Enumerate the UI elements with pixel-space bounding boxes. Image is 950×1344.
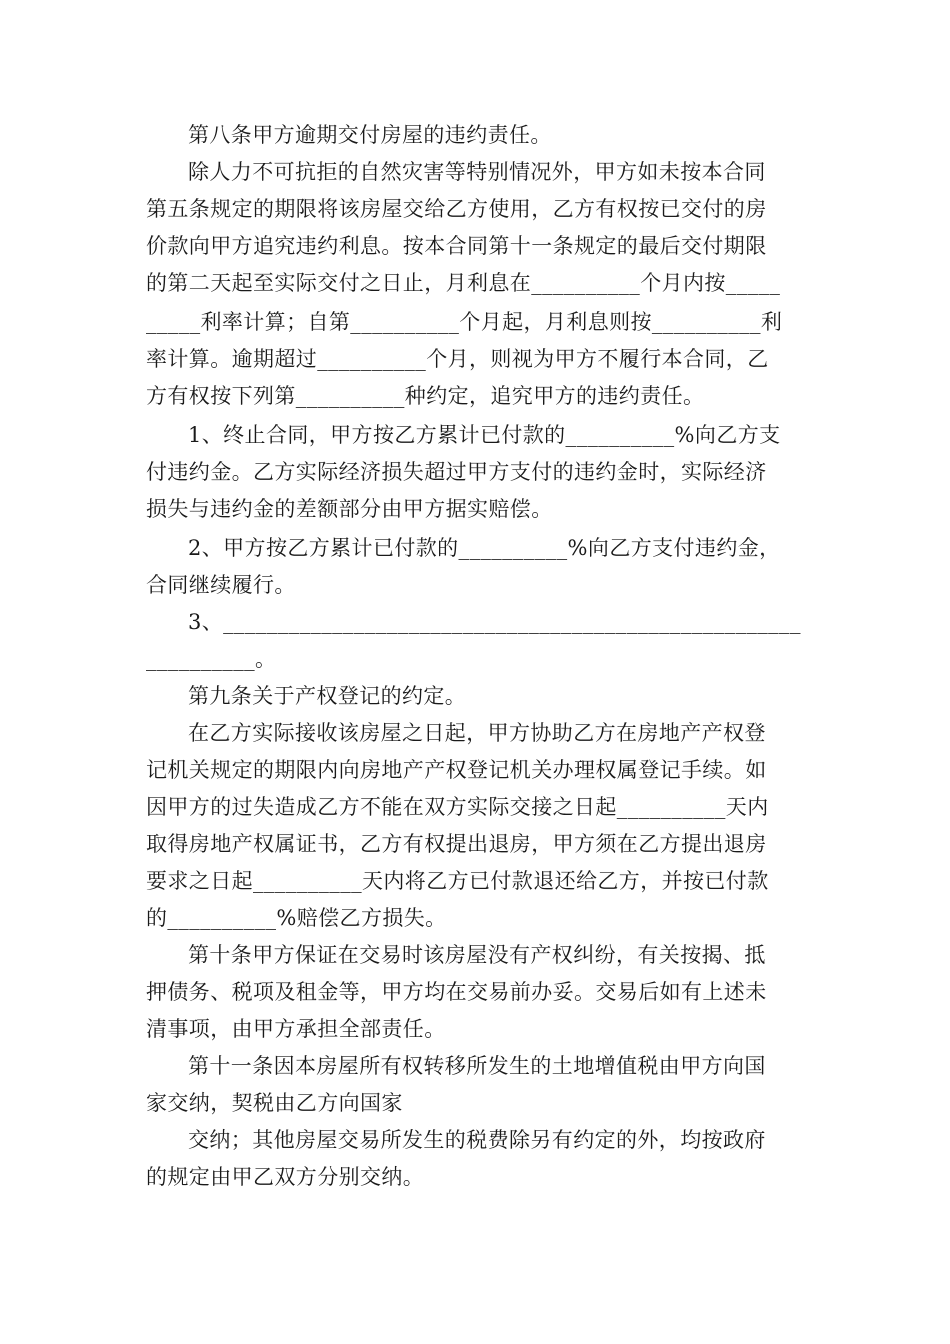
article-8-heading: 第八条甲方逾期交付房屋的违约责任。 — [188, 123, 552, 147]
article-8-text-line-7: 方有权按下列第__________种约定，追究甲方的违约责任。 — [146, 384, 705, 408]
article-8-text-line-4: 的第二天起至实际交付之日止，月利息在__________个月内按_____ — [146, 271, 781, 295]
clause-2-line-1: 2、甲方按乙方累计已付款的__________%向乙方支付违约金， — [188, 536, 781, 560]
article-11-text-line-1: 第十一条因本房屋所有权转移所发生的土地增值税由甲方向国 — [188, 1054, 766, 1078]
clause-3-line-2: __________。 — [146, 647, 277, 671]
article-9-text-line-2: 记机关规定的期限内向房地产产权登记机关办理权属登记手续。如 — [146, 758, 767, 782]
article-9-text-line-1: 在乙方实际接收该房屋之日起，甲方协助乙方在房地产产权登 — [188, 721, 766, 745]
article-10-text-line-2: 押债务、税项及租金等，甲方均在交易前办妥。交易后如有上述未 — [146, 980, 767, 1004]
article-11-text-line-2: 家交纳，契税由乙方向国家 — [146, 1091, 403, 1115]
article-8-text-line-3: 价款向甲方追究违约利息。按本合同第十一条规定的最后交付期限 — [146, 234, 767, 258]
article-8-text-line-1: 除人力不可抗拒的自然灾害等特别情况外，甲方如未按本合同 — [188, 160, 766, 184]
article-10-text-line-1: 第十条甲方保证在交易时该房屋没有产权纠纷，有关按揭、抵 — [188, 943, 766, 967]
article-10-text-line-3: 清事项，由甲方承担全部责任。 — [146, 1017, 446, 1041]
article-9-text-line-5: 要求之日起__________天内将乙方已付款退还给乙方，并按已付款 — [146, 869, 769, 893]
clause-1-line-3: 损失与违约金的差额部分由甲方据实赔偿。 — [146, 497, 553, 521]
clause-2-line-2: 合同继续履行。 — [146, 573, 296, 597]
article-11-text-line-3: 交纳；其他房屋交易所发生的税费除另有约定的外，均按政府 — [188, 1128, 766, 1152]
article-9-text-line-3: 因甲方的过失造成乙方不能在双方实际交接之日起__________天内 — [146, 795, 769, 819]
article-9-text-line-6: 的__________%赔偿乙方损失。 — [146, 906, 447, 930]
article-11-text-line-4: 的规定由甲乙双方分别交纳。 — [146, 1165, 425, 1189]
clause-3-line-1: 3、_____________________________________________________ — [188, 610, 801, 634]
article-9-text-line-4: 取得房地产权属证书，乙方有权提出退房，甲方须在乙方提出退房 — [146, 832, 767, 856]
clause-1-line-1: 1、终止合同，甲方按乙方累计已付款的__________%向乙方支 — [188, 423, 781, 447]
article-8-text-line-6: 率计算。逾期超过__________个月，则视为甲方不履行本合同，乙 — [146, 347, 769, 371]
article-9-heading: 第九条关于产权登记的约定。 — [188, 684, 467, 708]
article-8-text-line-2: 第五条规定的期限将该房屋交给乙方使用，乙方有权按已交付的房 — [146, 197, 767, 221]
clause-1-line-2: 付违约金。乙方实际经济损失超过甲方支付的违约金时，实际经济 — [146, 460, 767, 484]
article-8-text-line-5: _____利率计算；自第__________个月起，月利息则按__________利 — [146, 310, 783, 334]
